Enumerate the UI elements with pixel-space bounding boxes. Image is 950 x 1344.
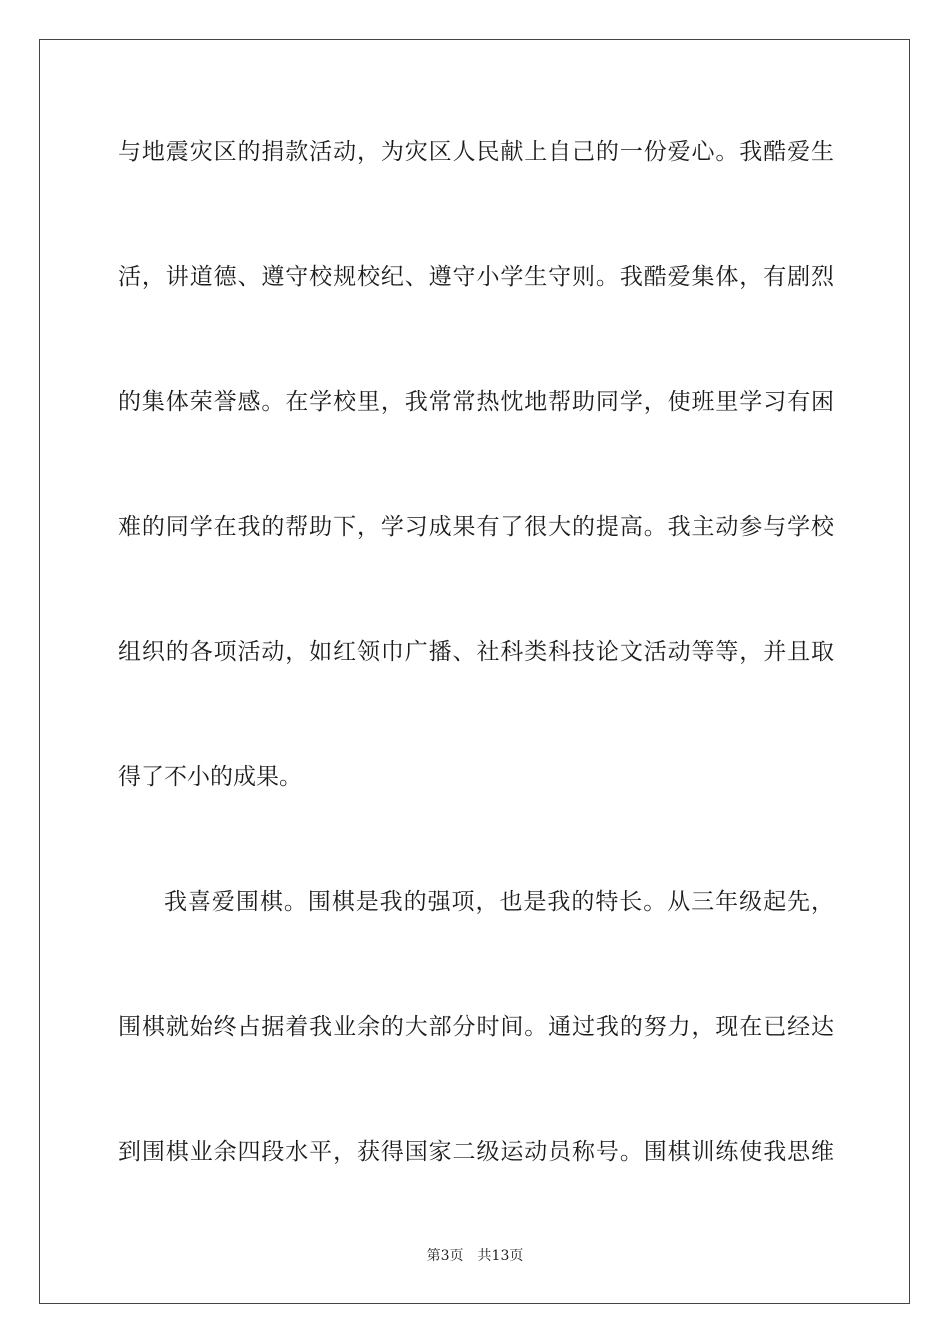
text-line-5: 组织的各项活动，如红领巾广播、社科类科技论文活动等等，并且取 — [118, 639, 834, 665]
page-number: 第3页 — [426, 1248, 464, 1264]
total-pages: 共13页 — [477, 1248, 524, 1264]
text-line-4: 难的同学在我的帮助下，学习成果有了很大的提高。我主动参与学校 — [118, 514, 834, 540]
text-line-1: 与地震灾区的捐款活动，为灾区人民献上自己的一份爱心。我酷爱生 — [118, 139, 834, 165]
text-line-8: 围棋就始终占据着我业余的大部分时间。通过我的努力，现在已经达 — [118, 1014, 834, 1040]
text-line-3: 的集体荣誉感。在学校里，我常常热忱地帮助同学，使班里学习有困 — [118, 389, 834, 415]
paragraph-start-line: 我喜爱围棋。围棋是我的强项，也是我的特长。从三年级起先， — [164, 889, 834, 915]
page-footer — [0, 1246, 950, 1266]
text-line-9: 到围棋业余四段水平，获得国家二级运动员称号。围棋训练使我思维 — [118, 1139, 834, 1165]
text-line-2: 活，讲道德、遵守校规校纪、遵守小学生守则。我酷爱集体，有剧烈 — [118, 264, 834, 290]
page-border — [39, 39, 910, 1304]
text-line-6: 得了不小的成果。 — [118, 764, 302, 790]
